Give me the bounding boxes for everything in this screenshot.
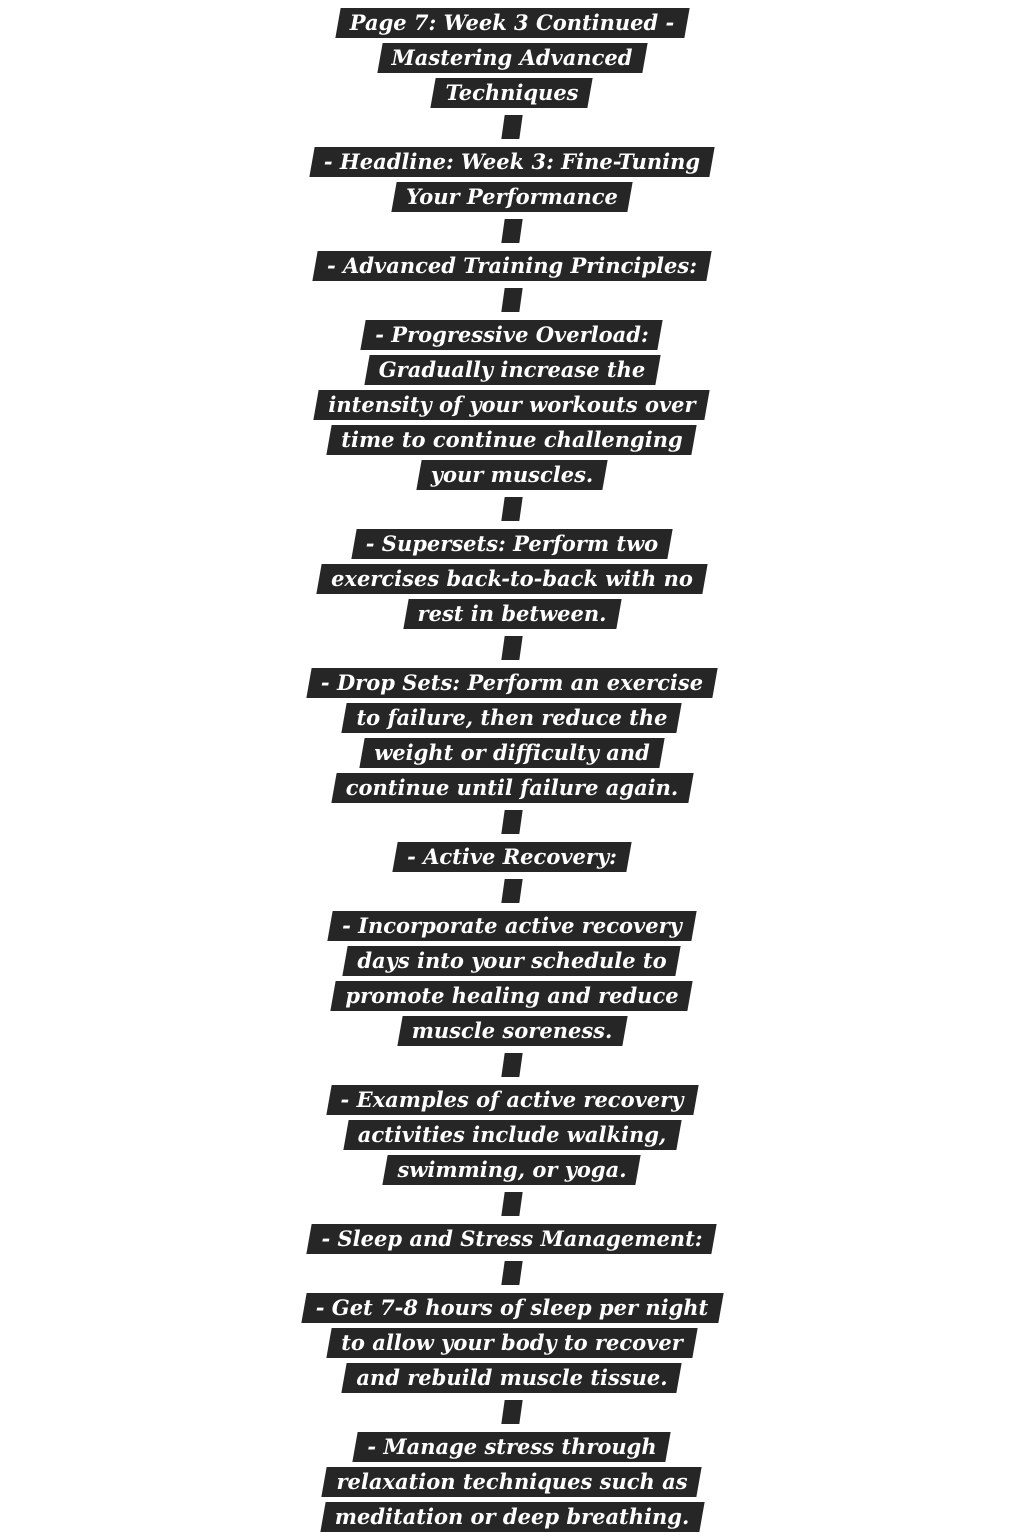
- connector-bar: [501, 636, 522, 660]
- connector-bar: [501, 1192, 522, 1216]
- text-block: [315, 249, 709, 284]
- connector-bar: [501, 1053, 522, 1077]
- text-line: - Examples of active recovery: [329, 1085, 696, 1115]
- text-line: rest in between.: [406, 599, 619, 629]
- text-line: muscle soreness.: [400, 1016, 625, 1046]
- text-block: [309, 666, 715, 806]
- connector-bar: [501, 288, 522, 312]
- text-line: - Progressive Overload:: [363, 320, 660, 350]
- text-line: Mastering Advanced: [380, 43, 645, 73]
- text-block: [329, 1083, 696, 1188]
- connector-bar: [501, 879, 522, 903]
- text-line: meditation or deep breathing.: [323, 1502, 702, 1532]
- text-line: Techniques: [433, 78, 590, 108]
- text-block: [312, 145, 712, 215]
- text-line: weight or difficulty and: [362, 738, 662, 768]
- text-line: - Drop Sets: Perform an exercise: [309, 668, 715, 698]
- text-block: [304, 1291, 721, 1396]
- text-line: exercises back-to-back with no: [319, 564, 705, 594]
- text-block: [338, 6, 687, 111]
- text-line: - Headline: Week 3: Fine-Tuning: [312, 147, 712, 177]
- flow-stack: [0, 6, 1024, 1535]
- text-line: swimming, or yoga.: [385, 1155, 638, 1185]
- text-line: days into your schedule to: [345, 946, 678, 976]
- text-line: - Get 7-8 hours of sleep per night: [304, 1293, 721, 1323]
- text-block: [319, 527, 705, 632]
- text-line: Gradually increase the: [367, 355, 658, 385]
- text-block: [316, 318, 707, 493]
- text-line: promote healing and reduce: [333, 981, 690, 1011]
- text-block: [323, 1430, 702, 1535]
- connector-bar: [501, 497, 522, 521]
- text-line: - Sleep and Stress Management:: [309, 1224, 714, 1254]
- text-line: activities include walking,: [346, 1120, 679, 1150]
- connector-bar: [501, 1261, 522, 1285]
- text-line: your muscles.: [419, 460, 605, 490]
- text-line: - Manage stress through: [355, 1432, 668, 1462]
- text-line: - Active Recovery:: [395, 842, 629, 872]
- text-line: and rebuild muscle tissue.: [344, 1363, 679, 1393]
- connector-bar: [501, 1400, 522, 1424]
- connector-bar: [501, 810, 522, 834]
- connector-bar: [501, 115, 522, 139]
- text-block: [395, 840, 629, 875]
- text-line: to failure, then reduce the: [344, 703, 679, 733]
- text-line: relaxation techniques such as: [324, 1467, 699, 1497]
- text-line: Your Performance: [394, 182, 630, 212]
- text-block: [309, 1222, 714, 1257]
- text-line: intensity of your workouts over: [316, 390, 707, 420]
- connector-bar: [501, 219, 522, 243]
- text-line: to allow your body to recover: [329, 1328, 695, 1358]
- text-line: - Supersets: Perform two: [354, 529, 670, 559]
- text-line: Page 7: Week 3 Continued -: [338, 8, 687, 38]
- text-line: - Advanced Training Principles:: [315, 251, 709, 281]
- text-line: time to continue challenging: [329, 425, 694, 455]
- text-block: [330, 909, 694, 1049]
- text-line: continue until failure again.: [334, 773, 691, 803]
- text-line: - Incorporate active recovery: [330, 911, 694, 941]
